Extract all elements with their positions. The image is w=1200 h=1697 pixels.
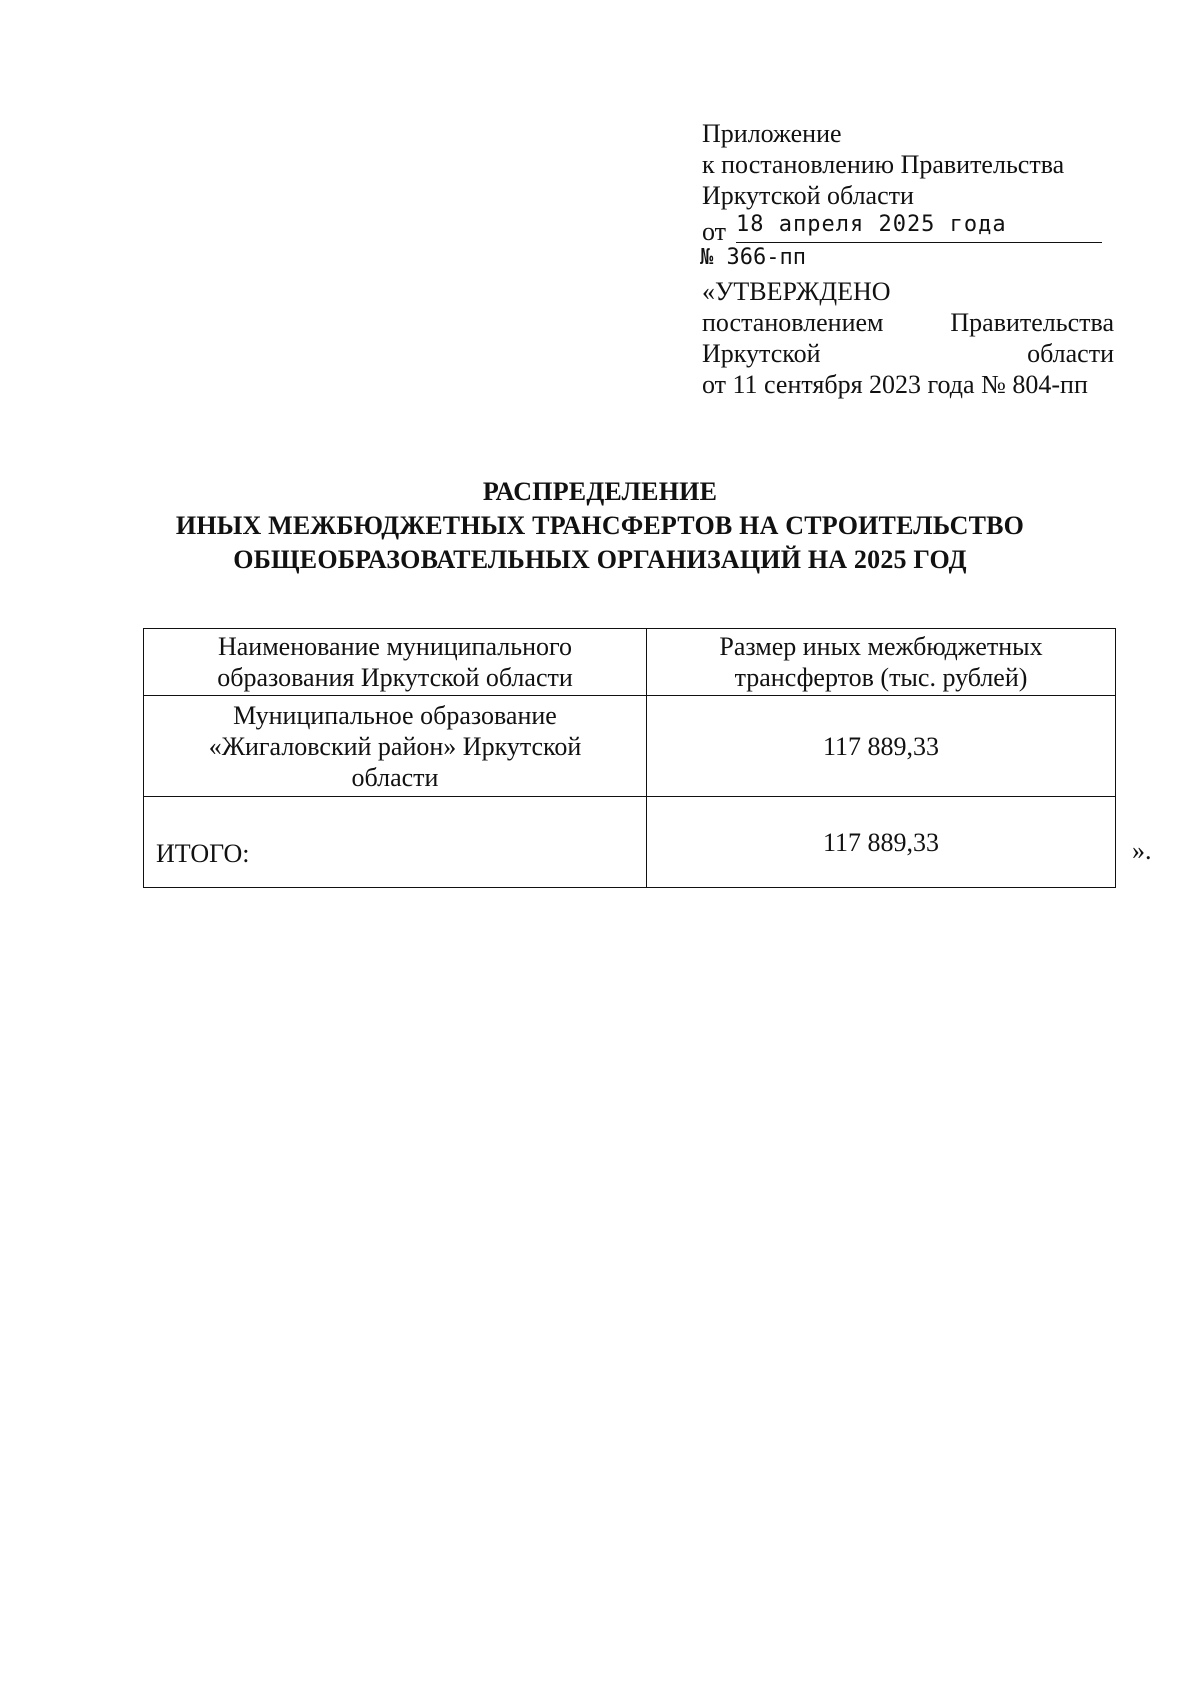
- approved-by-word-2: Правительства: [950, 308, 1114, 337]
- appendix-block: [702, 118, 1122, 400]
- title-line-3: ОБЩЕОБРАЗОВАТЕЛЬНЫХ ОРГАНИЗАЦИЙ НА 2025 ГОД: [233, 545, 967, 574]
- header-municipality-line-2: образования Иркутской области: [217, 663, 573, 692]
- header-amount-line-1: Размер иных межбюджетных: [719, 632, 1043, 661]
- distribution-table: [143, 628, 1116, 888]
- row-municipality: [144, 696, 647, 797]
- approved-stamp: «УТВЕРЖДЕНО: [702, 277, 891, 306]
- resolution-date: 18 апреля 2025 года: [736, 212, 1007, 237]
- approved-by-word-4: области: [1027, 339, 1114, 368]
- row-amount: 117 889,33: [647, 696, 1116, 797]
- approved-by-line-2: [702, 338, 1114, 369]
- appendix-region: Иркутской области: [702, 181, 914, 210]
- total-amount: 117 889,33: [647, 797, 1116, 888]
- header-amount: [647, 629, 1116, 696]
- appendix-date-line: [702, 211, 1122, 244]
- date-underline: [736, 242, 1102, 243]
- row-municipality-line-2: «Жигаловский район» Иркутской: [208, 731, 582, 761]
- document-title: [0, 475, 1200, 577]
- appendix-heading: Приложение: [702, 119, 842, 148]
- header-amount-line-2: трансфертов (тыс. рублей): [734, 663, 1028, 692]
- approved-by-word-3: Иркутской: [702, 339, 821, 368]
- header-municipality-line-1: Наименование муниципального: [217, 632, 573, 661]
- row-municipality-line-1: Муниципальное образование: [233, 700, 557, 730]
- total-label: ИТОГО:: [144, 797, 647, 888]
- header-municipality: [144, 629, 647, 696]
- table-header-row: [144, 629, 1116, 696]
- table-row: [144, 696, 1116, 797]
- approved-by-line-1: [702, 307, 1114, 338]
- approved-date: от 11 сентября 2023 года № 804-пп: [702, 370, 1088, 399]
- appendix-resolution-ref: к постановлению Правительства: [702, 150, 1065, 179]
- approved-by-word-1: постановлением: [702, 308, 884, 337]
- title-line-1: РАСПРЕДЕЛЕНИЕ: [482, 477, 718, 506]
- title-line-2: ИНЫХ МЕЖБЮДЖЕТНЫХ ТРАНСФЕРТОВ НА СТРОИТЕЛЬСТВО: [175, 511, 1025, 540]
- resolution-number: № 366-пп: [700, 245, 806, 270]
- date-prefix: от: [702, 217, 727, 246]
- row-municipality-line-3: области: [351, 762, 439, 792]
- closing-quote: ».: [1132, 836, 1152, 865]
- table-total-row: [144, 797, 1116, 888]
